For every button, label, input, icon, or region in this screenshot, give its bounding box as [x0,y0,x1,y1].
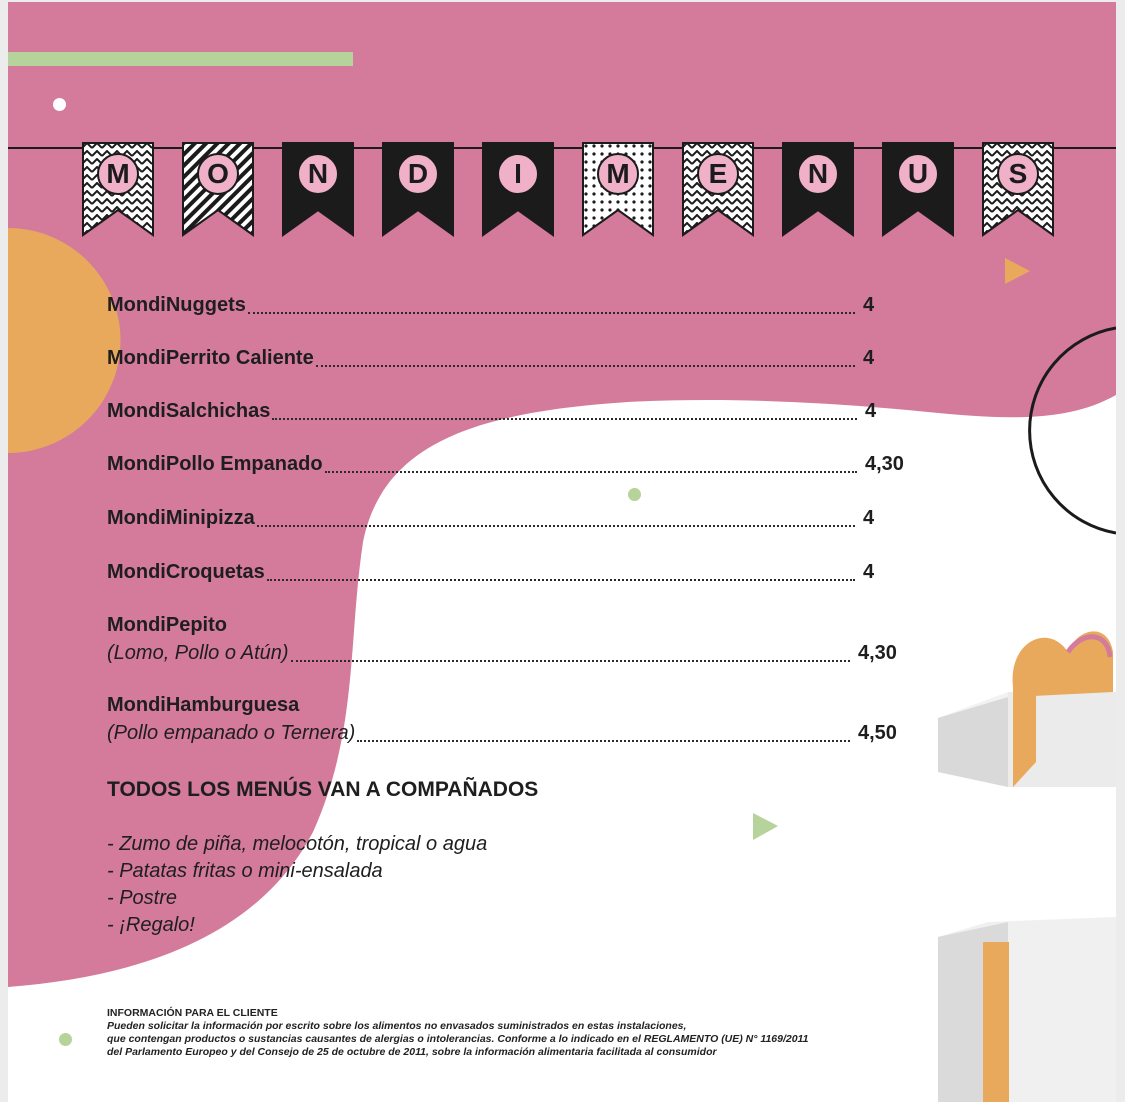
bunting-flag [882,142,954,237]
info-line: del Parlamento Europeo y del Consejo de 25 de octubre de 2011, sobre la información alimentaria facilitada al consumidor [107,1046,717,1058]
green-dot [59,1033,72,1046]
bunting-letter: S [997,153,1039,195]
gift-box-top [938,631,1116,787]
dot-leader [248,312,855,314]
menu-page [8,2,1116,1102]
dot-leader [291,660,850,662]
accompaniments-list [107,831,487,939]
menu-item-price: 4 [863,347,875,369]
bunting-letter: E [697,153,739,195]
info-line: Pueden solicitar la información por escrito sobre los alimentos no envasados suministrados en estas instalaciones, [107,1020,687,1032]
bunting-letter: N [297,153,339,195]
menu-item-name: MondiHamburguesa [107,694,300,716]
accompaniment-item: - Postre [107,887,178,909]
info-line: que contengan productos o sustancias causantes de alergias o intolerancias. Conforme a lo indicado en el REGLAMENTO (UE) N° 1169/2011 [107,1033,809,1045]
bunting-letter: D [397,153,439,195]
menu-item-name: MondiNuggets [107,294,246,316]
accompaniment-item: - Zumo de piña, melocotón, tropical o agua [107,833,488,855]
menu-item-subtitle: (Lomo, Pollo o Atún) [107,642,289,664]
dot-leader [272,418,857,420]
green-accent-bar [8,52,353,66]
accompaniment-item: - ¡Regalo! [107,914,195,936]
bunting-flag [782,142,854,237]
menu-item-price: 4 [863,294,875,316]
menu-item-name: MondiPepito [107,614,227,636]
dot-leader [325,471,857,473]
bunting-letter: N [797,153,839,195]
bunting-flag [982,142,1054,237]
bunting-flag [282,142,354,237]
bunting-flag [682,142,754,237]
bunting-letter: M [597,153,639,195]
bunting-flag [82,142,154,237]
menu-item-price: 4 [863,507,875,529]
menu-item-price: 4 [863,561,875,583]
accompaniment-item: - Patatas fritas o mini-ensalada [107,860,383,882]
dot-leader [257,525,855,527]
white-dot [53,98,66,111]
green-dot [628,488,641,501]
menu-item-name: MondiCroquetas [107,561,265,583]
menu-item-price: 4,50 [858,722,897,744]
accompaniments-heading: TODOS LOS MENÚS VAN A COMPAÑADOS [107,778,539,801]
dot-leader [267,579,855,581]
menu-item-price: 4,30 [858,642,897,664]
menu-item-name: MondiPerrito Caliente [107,347,314,369]
bunting-letter: M [97,153,139,195]
menu-item-subtitle: (Pollo empanado o Ternera) [107,722,356,744]
bunting-letter: U [897,153,939,195]
gift-box-bottom [938,917,1116,1102]
menu-item-name: MondiMinipizza [107,507,255,529]
menu-item-name: MondiPollo Empanado [107,453,323,475]
bunting-letter: O [197,153,239,195]
bunting-flag [182,142,254,237]
info-title: INFORMACIÓN PARA EL CLIENTE [107,1007,278,1019]
bunting-flag [582,142,654,237]
customer-info [107,1007,808,1059]
bunting-letter: I [497,153,539,195]
green-triangle [753,813,778,840]
menu-item-price: 4 [865,400,877,422]
dot-leader [357,740,850,742]
dot-leader [316,365,855,367]
bunting-flag [482,142,554,237]
bunting-flag [382,142,454,237]
menu-item-name: MondiSalchichas [107,400,271,422]
menu-item-price: 4,30 [865,453,904,475]
